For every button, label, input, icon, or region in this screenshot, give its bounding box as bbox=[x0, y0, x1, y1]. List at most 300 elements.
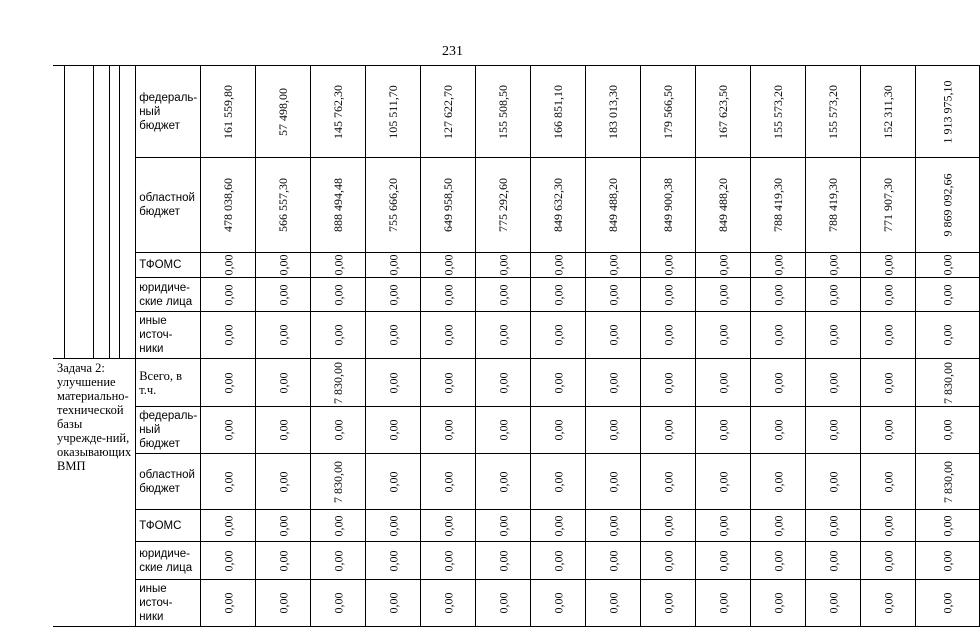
value-cell bbox=[861, 158, 916, 253]
value-text: 0,00 bbox=[716, 284, 731, 305]
value-cell bbox=[751, 158, 806, 253]
value-cell bbox=[366, 510, 421, 542]
table-row bbox=[53, 158, 980, 253]
value-cell bbox=[421, 66, 476, 158]
value-text: 0,00 bbox=[276, 419, 291, 441]
value-text: 0,00 bbox=[606, 471, 621, 492]
value-text: 0,00 bbox=[606, 372, 621, 393]
value-cell bbox=[201, 312, 256, 359]
funding-source: федераль- ный бюджет bbox=[136, 407, 201, 454]
value-cell bbox=[421, 580, 476, 627]
value-cell bbox=[806, 407, 861, 454]
value-cell bbox=[366, 158, 421, 253]
value-cell bbox=[641, 510, 696, 542]
value-text: 155 573,20 bbox=[771, 84, 786, 139]
value-cell bbox=[916, 454, 980, 510]
value-text: 0,00 bbox=[276, 324, 291, 346]
value-cell bbox=[201, 580, 256, 627]
table-row bbox=[53, 278, 980, 312]
value-text: 0,00 bbox=[276, 372, 291, 393]
value-cell bbox=[806, 158, 861, 253]
value-cell bbox=[476, 359, 531, 407]
funding-source: юридиче- ские лица bbox=[136, 278, 201, 312]
value-text: 788 419,30 bbox=[826, 178, 841, 232]
value-text: 0,00 bbox=[386, 324, 401, 346]
value-cell bbox=[476, 580, 531, 627]
value-text: 849 488,20 bbox=[606, 178, 621, 232]
value-cell bbox=[641, 542, 696, 580]
value-cell bbox=[641, 580, 696, 627]
value-text: 0,00 bbox=[661, 324, 676, 346]
value-cell bbox=[421, 312, 476, 359]
value-cell bbox=[476, 510, 531, 542]
value-text: 0,00 bbox=[496, 372, 511, 393]
value-cell bbox=[421, 407, 476, 454]
value-cell bbox=[751, 253, 806, 278]
value-text: 0,00 bbox=[221, 284, 236, 305]
value-text: 0,00 bbox=[826, 284, 841, 305]
funding-source: ТФОМС bbox=[136, 510, 201, 542]
value-text: 0,00 bbox=[771, 372, 786, 393]
value-text: 0,00 bbox=[331, 515, 346, 536]
value-text: 0,00 bbox=[441, 550, 456, 571]
value-cell bbox=[531, 253, 586, 278]
value-text: 0,00 bbox=[606, 592, 621, 614]
budget-table bbox=[53, 65, 980, 627]
value-text: 0,00 bbox=[386, 592, 401, 614]
value-cell bbox=[531, 580, 586, 627]
value-cell bbox=[641, 253, 696, 278]
value-text: 0,00 bbox=[940, 284, 955, 305]
value-text: 0,00 bbox=[716, 372, 731, 393]
value-cell bbox=[586, 312, 641, 359]
value-cell bbox=[531, 158, 586, 253]
funding-source: Всего, в т.ч. bbox=[136, 359, 201, 407]
value-text: 0,00 bbox=[606, 515, 621, 536]
value-cell bbox=[916, 542, 980, 580]
value-text: 0,00 bbox=[386, 372, 401, 393]
value-cell bbox=[366, 66, 421, 158]
value-text: 0,00 bbox=[771, 324, 786, 346]
value-text: 755 666,20 bbox=[386, 178, 401, 232]
value-text: 0,00 bbox=[771, 419, 786, 441]
value-text: 0,00 bbox=[716, 515, 731, 536]
value-cell bbox=[586, 580, 641, 627]
value-text: 0,00 bbox=[661, 550, 676, 571]
funding-source: иные источ- ники bbox=[136, 580, 201, 627]
value-text: 0,00 bbox=[221, 550, 236, 571]
value-cell bbox=[256, 278, 311, 312]
value-cell bbox=[806, 312, 861, 359]
value-text: 0,00 bbox=[940, 592, 955, 614]
value-text: 167 623,50 bbox=[716, 84, 731, 139]
value-cell bbox=[696, 510, 751, 542]
value-cell bbox=[586, 454, 641, 510]
value-cell bbox=[476, 407, 531, 454]
value-cell bbox=[421, 454, 476, 510]
value-text: 1 913 975,10 bbox=[940, 80, 955, 143]
value-cell bbox=[806, 510, 861, 542]
value-cell bbox=[421, 510, 476, 542]
value-cell bbox=[806, 66, 861, 158]
value-cell bbox=[641, 359, 696, 407]
value-text: 0,00 bbox=[331, 324, 346, 346]
value-text: 0,00 bbox=[661, 254, 676, 276]
value-text: 0,00 bbox=[331, 419, 346, 441]
empty-cell bbox=[53, 66, 64, 359]
value-text: 0,00 bbox=[881, 324, 896, 346]
value-text: 0,00 bbox=[221, 515, 236, 536]
value-cell bbox=[311, 510, 366, 542]
value-cell bbox=[311, 158, 366, 253]
value-text: 0,00 bbox=[551, 254, 566, 276]
value-cell bbox=[311, 542, 366, 580]
value-text: 0,00 bbox=[661, 419, 676, 441]
value-text: 478 038,60 bbox=[221, 178, 236, 232]
value-text: 0,00 bbox=[881, 550, 896, 571]
table-row bbox=[53, 510, 980, 542]
value-cell bbox=[531, 407, 586, 454]
value-cell bbox=[916, 580, 980, 627]
value-text: 849 900,38 bbox=[661, 178, 676, 232]
value-cell bbox=[751, 510, 806, 542]
value-text: 0,00 bbox=[386, 471, 401, 492]
value-cell bbox=[861, 359, 916, 407]
value-cell bbox=[311, 454, 366, 510]
value-text: 0,00 bbox=[716, 324, 731, 346]
value-cell bbox=[531, 542, 586, 580]
value-cell bbox=[696, 66, 751, 158]
value-text: 0,00 bbox=[331, 550, 346, 571]
task-title: Задача 2: улучшение материально-технической базы учрежде-ний, оказывающих ВМП bbox=[53, 359, 136, 627]
value-cell bbox=[641, 454, 696, 510]
value-text: 788 419,30 bbox=[771, 178, 786, 232]
value-cell bbox=[201, 407, 256, 454]
value-cell bbox=[421, 253, 476, 278]
value-text: 7 830,00 bbox=[331, 361, 346, 404]
value-text: 0,00 bbox=[276, 592, 291, 614]
value-cell bbox=[311, 580, 366, 627]
value-text: 0,00 bbox=[551, 592, 566, 614]
value-cell bbox=[201, 253, 256, 278]
value-text: 0,00 bbox=[441, 284, 456, 305]
value-cell bbox=[806, 278, 861, 312]
value-text: 0,00 bbox=[221, 592, 236, 614]
value-cell bbox=[256, 580, 311, 627]
value-text: 152 311,30 bbox=[881, 84, 896, 139]
value-text: 771 907,30 bbox=[881, 178, 896, 232]
value-cell bbox=[201, 66, 256, 158]
value-text: 0,00 bbox=[221, 419, 236, 441]
value-cell bbox=[256, 158, 311, 253]
value-cell bbox=[256, 454, 311, 510]
value-text: 0,00 bbox=[496, 515, 511, 536]
value-text: 7 830,00 bbox=[940, 361, 955, 404]
value-cell bbox=[366, 278, 421, 312]
value-text: 0,00 bbox=[441, 372, 456, 393]
value-cell bbox=[311, 253, 366, 278]
value-cell bbox=[256, 312, 311, 359]
value-text: 0,00 bbox=[496, 419, 511, 441]
value-cell bbox=[751, 580, 806, 627]
value-cell bbox=[641, 66, 696, 158]
value-cell bbox=[696, 407, 751, 454]
table-row bbox=[53, 407, 980, 454]
table-row bbox=[53, 580, 980, 627]
value-text: 0,00 bbox=[496, 592, 511, 614]
value-cell bbox=[751, 454, 806, 510]
value-cell bbox=[916, 253, 980, 278]
value-text: 183 013,30 bbox=[606, 84, 621, 139]
value-cell bbox=[586, 278, 641, 312]
value-cell bbox=[476, 66, 531, 158]
value-cell bbox=[311, 312, 366, 359]
value-text: 0,00 bbox=[221, 324, 236, 346]
value-text: 0,00 bbox=[661, 471, 676, 492]
value-text: 0,00 bbox=[386, 550, 401, 571]
value-cell bbox=[861, 542, 916, 580]
value-cell bbox=[861, 454, 916, 510]
value-text: 0,00 bbox=[716, 592, 731, 614]
value-cell bbox=[531, 278, 586, 312]
value-cell bbox=[696, 359, 751, 407]
value-text: 0,00 bbox=[606, 419, 621, 441]
value-text: 0,00 bbox=[881, 419, 896, 441]
value-text: 0,00 bbox=[441, 592, 456, 614]
value-cell bbox=[256, 253, 311, 278]
value-text: 0,00 bbox=[881, 254, 896, 276]
value-cell bbox=[806, 542, 861, 580]
value-text: 0,00 bbox=[441, 471, 456, 492]
value-text: 0,00 bbox=[940, 550, 955, 571]
value-cell bbox=[256, 359, 311, 407]
funding-source: ТФОМС bbox=[136, 253, 201, 278]
value-text: 0,00 bbox=[551, 419, 566, 441]
value-cell bbox=[531, 454, 586, 510]
value-text: 0,00 bbox=[881, 372, 896, 393]
empty-cell bbox=[64, 66, 93, 359]
value-text: 0,00 bbox=[940, 324, 955, 346]
value-text: 0,00 bbox=[771, 592, 786, 614]
value-text: 0,00 bbox=[940, 254, 955, 276]
value-cell bbox=[256, 66, 311, 158]
value-cell bbox=[366, 542, 421, 580]
value-cell bbox=[641, 312, 696, 359]
value-text: 0,00 bbox=[276, 284, 291, 305]
value-cell bbox=[696, 542, 751, 580]
value-cell bbox=[696, 253, 751, 278]
value-text: 0,00 bbox=[771, 550, 786, 571]
value-text: 0,00 bbox=[551, 550, 566, 571]
value-cell bbox=[751, 542, 806, 580]
value-cell bbox=[311, 66, 366, 158]
value-cell bbox=[586, 66, 641, 158]
value-cell bbox=[256, 510, 311, 542]
value-cell bbox=[366, 580, 421, 627]
value-text: 0,00 bbox=[496, 284, 511, 305]
value-cell bbox=[311, 359, 366, 407]
value-text: 0,00 bbox=[276, 254, 291, 276]
value-cell bbox=[476, 253, 531, 278]
value-text: 0,00 bbox=[881, 515, 896, 536]
value-text: 0,00 bbox=[661, 515, 676, 536]
value-cell bbox=[916, 66, 980, 158]
value-text: 0,00 bbox=[881, 284, 896, 305]
value-cell bbox=[201, 158, 256, 253]
funding-source: иные источ- ники bbox=[136, 312, 201, 359]
value-text: 0,00 bbox=[826, 324, 841, 346]
value-cell bbox=[861, 580, 916, 627]
value-text: 0,00 bbox=[771, 254, 786, 276]
value-cell bbox=[531, 359, 586, 407]
value-cell bbox=[586, 407, 641, 454]
value-cell bbox=[586, 542, 641, 580]
value-cell bbox=[586, 359, 641, 407]
value-cell bbox=[861, 66, 916, 158]
value-text: 166 851,10 bbox=[551, 84, 566, 139]
value-text: 0,00 bbox=[386, 254, 401, 276]
value-text: 9 869 092,66 bbox=[940, 173, 955, 237]
value-cell bbox=[916, 407, 980, 454]
value-text: 0,00 bbox=[331, 284, 346, 305]
empty-cell bbox=[110, 66, 120, 359]
value-cell bbox=[751, 312, 806, 359]
value-cell bbox=[861, 407, 916, 454]
value-text: 849 488,20 bbox=[716, 178, 731, 232]
value-text: 849 632,30 bbox=[551, 178, 566, 232]
value-text: 105 511,70 bbox=[386, 84, 401, 139]
value-text: 0,00 bbox=[496, 471, 511, 492]
value-cell bbox=[421, 278, 476, 312]
value-cell bbox=[696, 580, 751, 627]
value-text: 0,00 bbox=[496, 254, 511, 276]
value-text: 155 508,50 bbox=[496, 84, 511, 139]
value-cell bbox=[916, 359, 980, 407]
table-row bbox=[53, 253, 980, 278]
value-cell bbox=[806, 454, 861, 510]
table-row bbox=[53, 359, 980, 407]
value-cell bbox=[366, 253, 421, 278]
funding-source: федераль- ный бюджет bbox=[136, 66, 201, 158]
value-cell bbox=[806, 580, 861, 627]
value-text: 0,00 bbox=[276, 515, 291, 536]
value-cell bbox=[751, 407, 806, 454]
value-text: 0,00 bbox=[881, 471, 896, 492]
value-text: 0,00 bbox=[716, 471, 731, 492]
value-text: 0,00 bbox=[221, 372, 236, 393]
value-cell bbox=[421, 359, 476, 407]
value-text: 0,00 bbox=[716, 254, 731, 276]
value-cell bbox=[256, 542, 311, 580]
value-text: 127 622,70 bbox=[441, 84, 456, 139]
value-text: 649 958,50 bbox=[441, 178, 456, 232]
value-text: 0,00 bbox=[771, 471, 786, 492]
value-text: 0,00 bbox=[496, 324, 511, 346]
value-text: 775 292,60 bbox=[496, 178, 511, 232]
value-cell bbox=[476, 542, 531, 580]
value-cell bbox=[201, 454, 256, 510]
value-text: 0,00 bbox=[716, 419, 731, 441]
value-text: 0,00 bbox=[661, 372, 676, 393]
value-text: 0,00 bbox=[441, 324, 456, 346]
funding-source: областной бюджет bbox=[136, 454, 201, 510]
table-row bbox=[53, 66, 980, 158]
value-text: 0,00 bbox=[441, 515, 456, 536]
value-cell bbox=[421, 158, 476, 253]
value-text: 0,00 bbox=[826, 471, 841, 492]
empty-cell bbox=[119, 66, 135, 359]
value-text: 566 557,30 bbox=[276, 178, 291, 232]
value-text: 0,00 bbox=[331, 254, 346, 276]
value-text: 0,00 bbox=[441, 419, 456, 441]
value-cell bbox=[311, 278, 366, 312]
value-text: 0,00 bbox=[716, 550, 731, 571]
value-text: 0,00 bbox=[606, 254, 621, 276]
value-text: 0,00 bbox=[940, 515, 955, 536]
value-cell bbox=[586, 253, 641, 278]
value-cell bbox=[696, 158, 751, 253]
value-cell bbox=[366, 312, 421, 359]
value-cell bbox=[861, 312, 916, 359]
value-text: 0,00 bbox=[221, 254, 236, 276]
table-row bbox=[53, 454, 980, 510]
value-cell bbox=[696, 278, 751, 312]
value-text: 0,00 bbox=[826, 419, 841, 441]
value-text: 0,00 bbox=[386, 419, 401, 441]
value-cell bbox=[641, 278, 696, 312]
value-text: 0,00 bbox=[276, 550, 291, 571]
value-cell bbox=[916, 510, 980, 542]
value-cell bbox=[696, 454, 751, 510]
value-cell bbox=[311, 407, 366, 454]
value-text: 7 830,00 bbox=[331, 460, 346, 503]
value-text: 0,00 bbox=[826, 550, 841, 571]
value-text: 0,00 bbox=[771, 284, 786, 305]
value-cell bbox=[201, 510, 256, 542]
value-cell bbox=[916, 312, 980, 359]
value-cell bbox=[806, 253, 861, 278]
value-text: 155 573,20 bbox=[826, 84, 841, 139]
value-cell bbox=[916, 278, 980, 312]
value-text: 0,00 bbox=[661, 592, 676, 614]
value-text: 0,00 bbox=[551, 284, 566, 305]
value-cell bbox=[366, 407, 421, 454]
value-cell bbox=[531, 66, 586, 158]
value-cell bbox=[256, 407, 311, 454]
value-cell bbox=[531, 510, 586, 542]
value-text: 0,00 bbox=[441, 254, 456, 276]
value-text: 0,00 bbox=[881, 592, 896, 614]
value-cell bbox=[201, 278, 256, 312]
value-cell bbox=[366, 454, 421, 510]
value-text: 0,00 bbox=[496, 550, 511, 571]
value-text: 161 559,80 bbox=[221, 84, 236, 139]
table-row bbox=[53, 542, 980, 580]
value-text: 0,00 bbox=[551, 324, 566, 346]
funding-source: юридиче- ские лица bbox=[136, 542, 201, 580]
value-cell bbox=[201, 359, 256, 407]
value-cell bbox=[751, 66, 806, 158]
value-text: 0,00 bbox=[661, 284, 676, 305]
value-cell bbox=[861, 278, 916, 312]
value-cell bbox=[476, 454, 531, 510]
value-text: 888 494,48 bbox=[331, 178, 346, 232]
value-text: 7 830,00 bbox=[940, 460, 955, 503]
table-row bbox=[53, 312, 980, 359]
value-cell bbox=[861, 510, 916, 542]
value-text: 0,00 bbox=[386, 515, 401, 536]
value-cell bbox=[861, 253, 916, 278]
